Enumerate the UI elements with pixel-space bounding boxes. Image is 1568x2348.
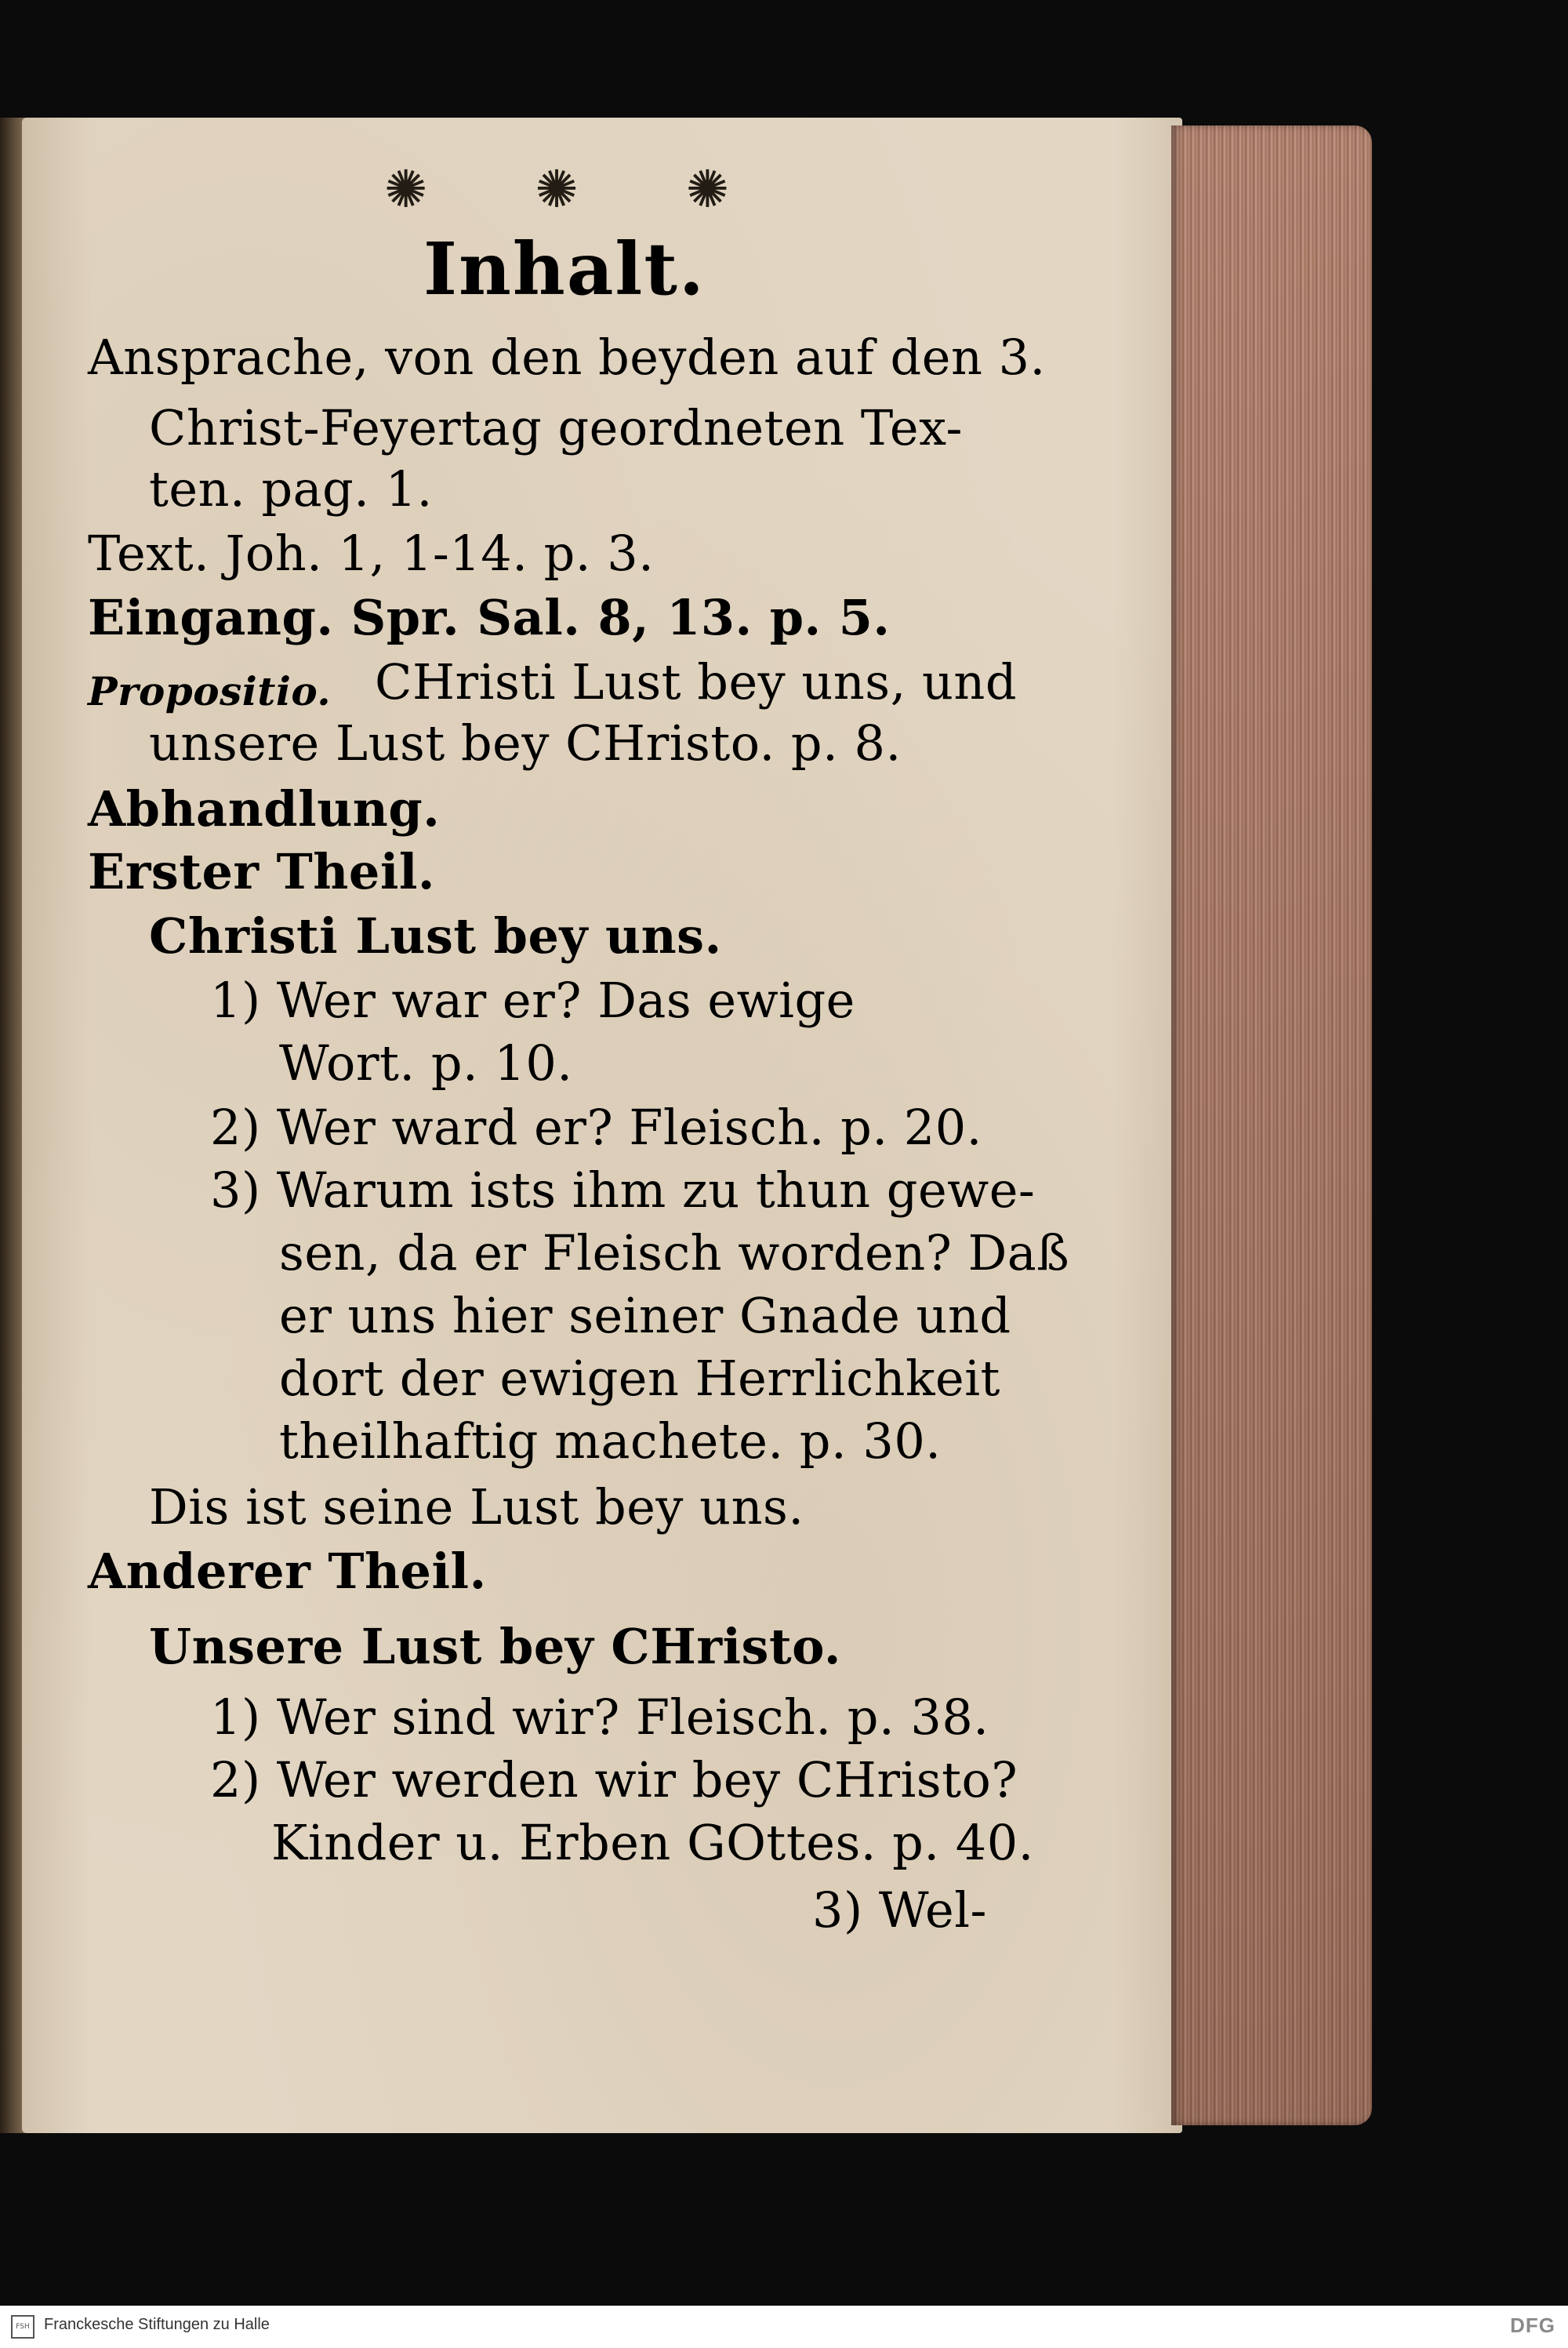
toc-line: Christ-Feyertag geordneten Tex- bbox=[149, 399, 963, 456]
toc-line: Wort. p. 10. bbox=[279, 1034, 573, 1092]
toc-line: CHristi Lust bey uns, und bbox=[375, 653, 1018, 711]
toc-line-latin: Propositio. bbox=[88, 668, 332, 714]
catchword: 3) Wel- bbox=[812, 1881, 987, 1939]
toc-line: theilhaftig machete. p. 30. bbox=[279, 1412, 942, 1470]
toc-line: Text. Joh. 1, 1-14. p. 3. bbox=[88, 525, 655, 582]
institution-name: Franckesche Stiftungen zu Halle bbox=[44, 2316, 270, 2333]
footer-bar bbox=[0, 2306, 1568, 2348]
page-block-shade bbox=[1171, 125, 1372, 2125]
toc-line: Kinder u. Erben GOttes. p. 40. bbox=[271, 1814, 1034, 1871]
flower-ornament-icon: ✺ bbox=[535, 159, 579, 220]
dfg-badge: DFG bbox=[1510, 2313, 1555, 2337]
flower-ornament-icon: ✺ bbox=[384, 159, 428, 220]
flower-ornament-icon: ✺ bbox=[685, 159, 729, 220]
toc-line: 3) Warum ists ihm zu thun gewe- bbox=[210, 1161, 1036, 1219]
toc-line: 2) Wer werden wir bey CHristo? bbox=[210, 1751, 1018, 1808]
toc-line: sen, da er Fleisch worden? Daß bbox=[279, 1224, 1070, 1281]
page-title: Inhalt. bbox=[423, 227, 706, 311]
toc-line: ten. pag. 1. bbox=[149, 460, 433, 518]
toc-line: 2) Wer ward er? Fleisch. p. 20. bbox=[210, 1099, 982, 1156]
header-ornaments bbox=[384, 158, 729, 221]
toc-line: 1) Wer sind wir? Fleisch. p. 38. bbox=[210, 1688, 989, 1746]
section-heading: Abhandlung. bbox=[88, 780, 441, 838]
toc-line: unsere Lust bey CHristo. p. 8. bbox=[149, 714, 902, 772]
subsection-heading: Unsere Lust bey CHristo. bbox=[149, 1618, 841, 1675]
section-heading: Anderer Theil. bbox=[88, 1543, 487, 1600]
institution-logo-icon: FSH bbox=[11, 2315, 34, 2339]
toc-line: 1) Wer war er? Das ewige bbox=[210, 972, 855, 1029]
section-heading: Erster Theil. bbox=[88, 843, 436, 900]
toc-line: Eingang. Spr. Sal. 8, 13. p. 5. bbox=[88, 589, 891, 646]
toc-line: Dis ist seine Lust bey uns. bbox=[149, 1478, 804, 1536]
toc-line: Ansprache, von den beyden auf den 3. bbox=[88, 329, 1046, 386]
toc-line: dort der ewigen Herrlichkeit bbox=[279, 1350, 1000, 1407]
toc-line: er uns hier seiner Gnade und bbox=[279, 1287, 1011, 1344]
subsection-heading: Christi Lust bey uns. bbox=[149, 907, 722, 965]
